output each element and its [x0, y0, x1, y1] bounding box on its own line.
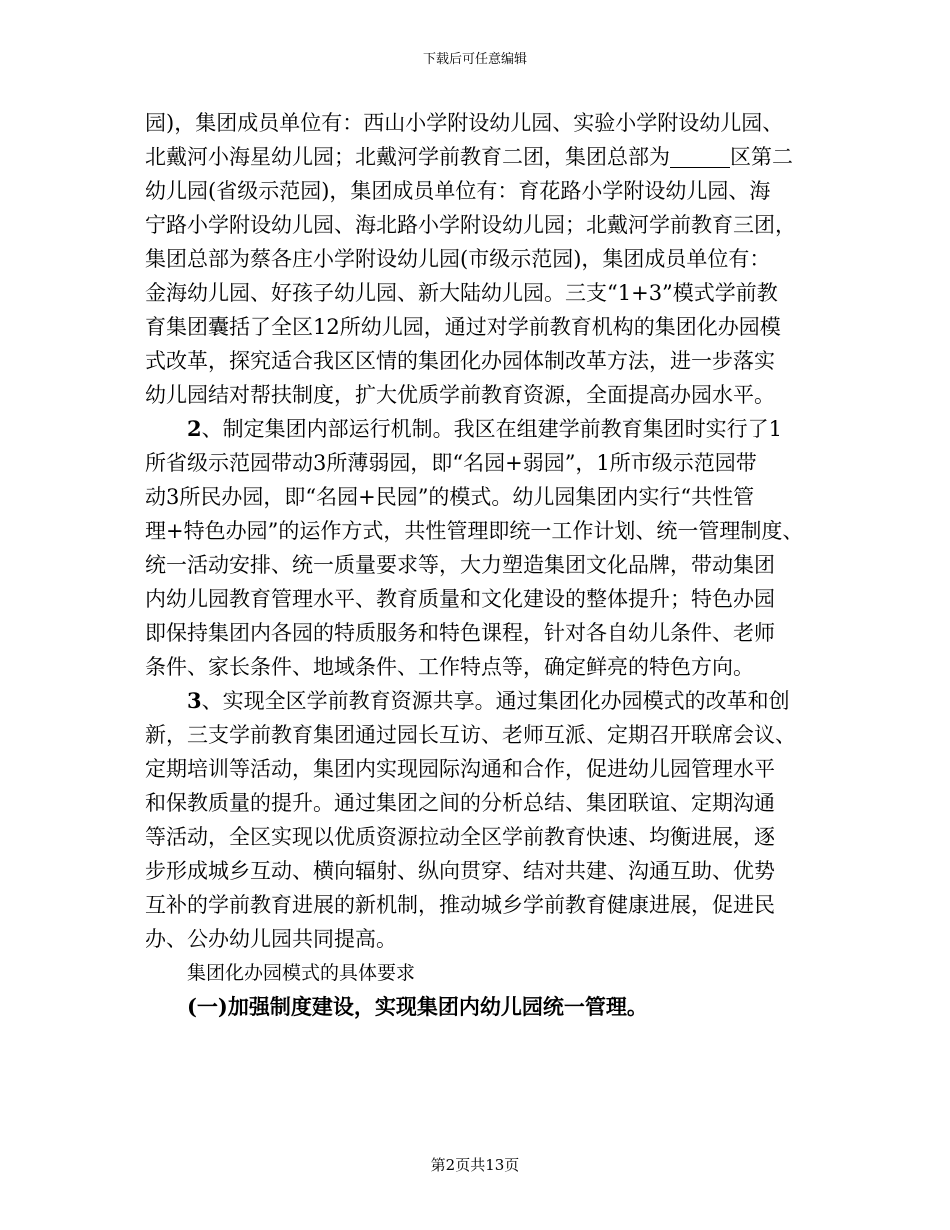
- text-line: 园)，集团成员单位有：西山小学附设幼儿园、实验小学附设幼儿园、: [145, 111, 784, 135]
- section-heading: (一)加强制度建设，实现集团内幼儿园统一管理。: [187, 994, 648, 1019]
- text-line: 宁路小学附设幼儿园、海北路小学附设幼儿园；北戴河学前教育三团，: [145, 213, 796, 237]
- page-footer: 第2页共13页: [430, 1156, 520, 1174]
- page-header: 下载后可任意编辑: [422, 52, 527, 67]
- text-line: 式改革，探究适合我区区情的集团化办园体制改革方法，进一步落实: [145, 349, 775, 373]
- text-segment: 北戴河小海星幼儿园；北戴河学前教育二团，集团总部为: [145, 145, 670, 169]
- paragraph-resource-sharing: [145, 684, 815, 956]
- item-number: 2: [187, 416, 202, 441]
- text-line: 育集团囊括了全区12所幼儿园，通过对学前教育机构的集团化办园模: [145, 315, 781, 339]
- text-line: 集团总部为蔡各庄小学附设幼儿园(市级示范园)，集团成员单位有：: [145, 247, 771, 271]
- document-body: [145, 106, 815, 1024]
- blank-underline: [670, 143, 730, 168]
- text-line: 和保教质量的提升。通过集团之间的分析总结、集团联谊、定期沟通: [145, 791, 775, 815]
- text-line-with-blank: [145, 140, 815, 174]
- text-line: 步形成城乡互动、横向辐射、纵向贯穿、结对共建、沟通互助、优势: [145, 859, 775, 883]
- text-segment: 区第二: [730, 145, 793, 169]
- text-line: [145, 412, 815, 446]
- text-line: 金海幼儿园、好孩子幼儿园、新大陆幼儿园。三支“1+3”模式学前教: [145, 281, 778, 305]
- paragraph-operating-mechanism: [145, 412, 815, 684]
- text-line: 所省级示范园带动3所薄弱园，即“名园+弱园”，1所市级示范园带: [145, 451, 757, 475]
- item-number: 3: [187, 688, 202, 713]
- text-line: 即保持集团内各园的特质服务和特色课程，针对各自幼儿条件、老师: [145, 621, 775, 645]
- text-line: 等活动，全区实现以优质资源拉动全区学前教育快速、均衡进展，逐: [145, 825, 775, 849]
- text-line: 条件、家长条件、地域条件、工作特点等，确定鲜亮的特色方向。: [145, 655, 754, 679]
- paragraph-group-members: [145, 106, 815, 412]
- text-line: 统一活动安排、统一质量要求等，大力塑造集团文化品牌，带动集团: [145, 553, 775, 577]
- text-line: 定期培训等活动，集团内实现园际沟通和合作，促进幼儿园管理水平: [145, 757, 775, 781]
- text-line: 幼儿园结对帮扶制度，扩大优质学前教育资源，全面提高办园水平。: [145, 383, 775, 407]
- text-line: 办、公办幼儿园共同提高。: [145, 927, 397, 951]
- text-line: 互补的学前教育进展的新机制，推动城乡学前教育健康进展，促进民: [145, 893, 775, 917]
- text-segment: 、实现全区学前教育资源共享。通过集团化办园模式的改革和创: [201, 689, 790, 713]
- text-line: 理+特色办园”的运作方式，共性管理即统一工作计划、统一管理制度、: [145, 519, 804, 543]
- subheading: 集团化办园模式的具体要求: [187, 962, 416, 984]
- text-segment: 、制定集团内部运行机制。我区在组建学前教育集团时实行了1: [201, 417, 782, 441]
- text-line: [145, 684, 815, 718]
- text-line: 新，三支学前教育集团通过园长互访、老师互派、定期召开联席会议、: [145, 723, 796, 747]
- text-line: 内幼儿园教育管理水平、教育质量和文化建设的整体提升；特色办园: [145, 587, 775, 611]
- text-line: 动3所民办园，即“名园+民园”的模式。幼儿园集团内实行“共性管: [145, 485, 755, 509]
- text-line: 幼儿园(省级示范园)，集团成员单位有：育花路小学附设幼儿园、海: [145, 179, 771, 203]
